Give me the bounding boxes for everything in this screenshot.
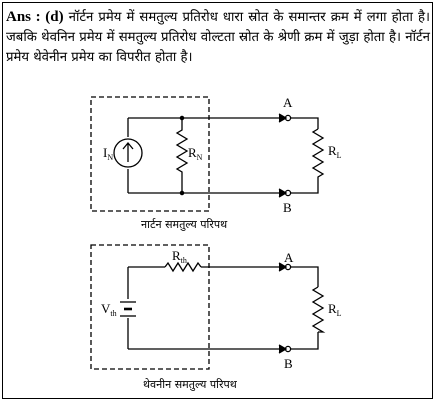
norton-circuit: [91, 97, 323, 211]
norton-rn-label: $R_N$: [188, 145, 203, 162]
thevenin-arrow-b-icon: [279, 345, 286, 353]
thevenin-rth-label: $R_{th}$: [172, 248, 187, 265]
answer-label: Ans : (d): [6, 9, 64, 25]
thevenin-caption: थेवनीन समतुल्य परिपथ: [143, 378, 237, 391]
norton-arrow-b-icon: [279, 189, 286, 197]
thevenin-load-resistor: [313, 287, 323, 332]
norton-b-label: B: [283, 200, 292, 215]
thevenin-a-label: A: [284, 250, 294, 265]
norton-arrow-a-icon: [279, 114, 286, 122]
thevenin-rl-label: $R_L$: [328, 301, 342, 318]
norton-load-resistor: [313, 129, 323, 180]
current-arrow-icon: [123, 143, 133, 162]
norton-caption: नार्टन समतुल्य परिपथ: [141, 218, 228, 231]
thevenin-source-label: $V_{th}$: [101, 301, 117, 318]
norton-a-label: A: [283, 95, 293, 110]
norton-rl-label: $R_L$: [328, 143, 342, 160]
thevenin-b-label: B: [284, 356, 293, 371]
norton-source-label: $I_N$: [103, 145, 114, 162]
answer-text: नॉर्टन प्रमेय में समतुल्य प्रतिरोध धारा स्रोत के समान्तर क्रम में लगा होता है। जबकि थेवनिन प्रमेय में समतुल्य प्रतिरोध वोल्टता स्रोत के श्रेणी क्रम में जुड़ा होता है। नॉर्टन प्रमेय थेवेनीन प्रमेय का विपरीत होता है।: [6, 10, 430, 65]
norton-load-bottom-wire: [286, 180, 318, 193]
norton-resistor-rn: [177, 118, 187, 193]
